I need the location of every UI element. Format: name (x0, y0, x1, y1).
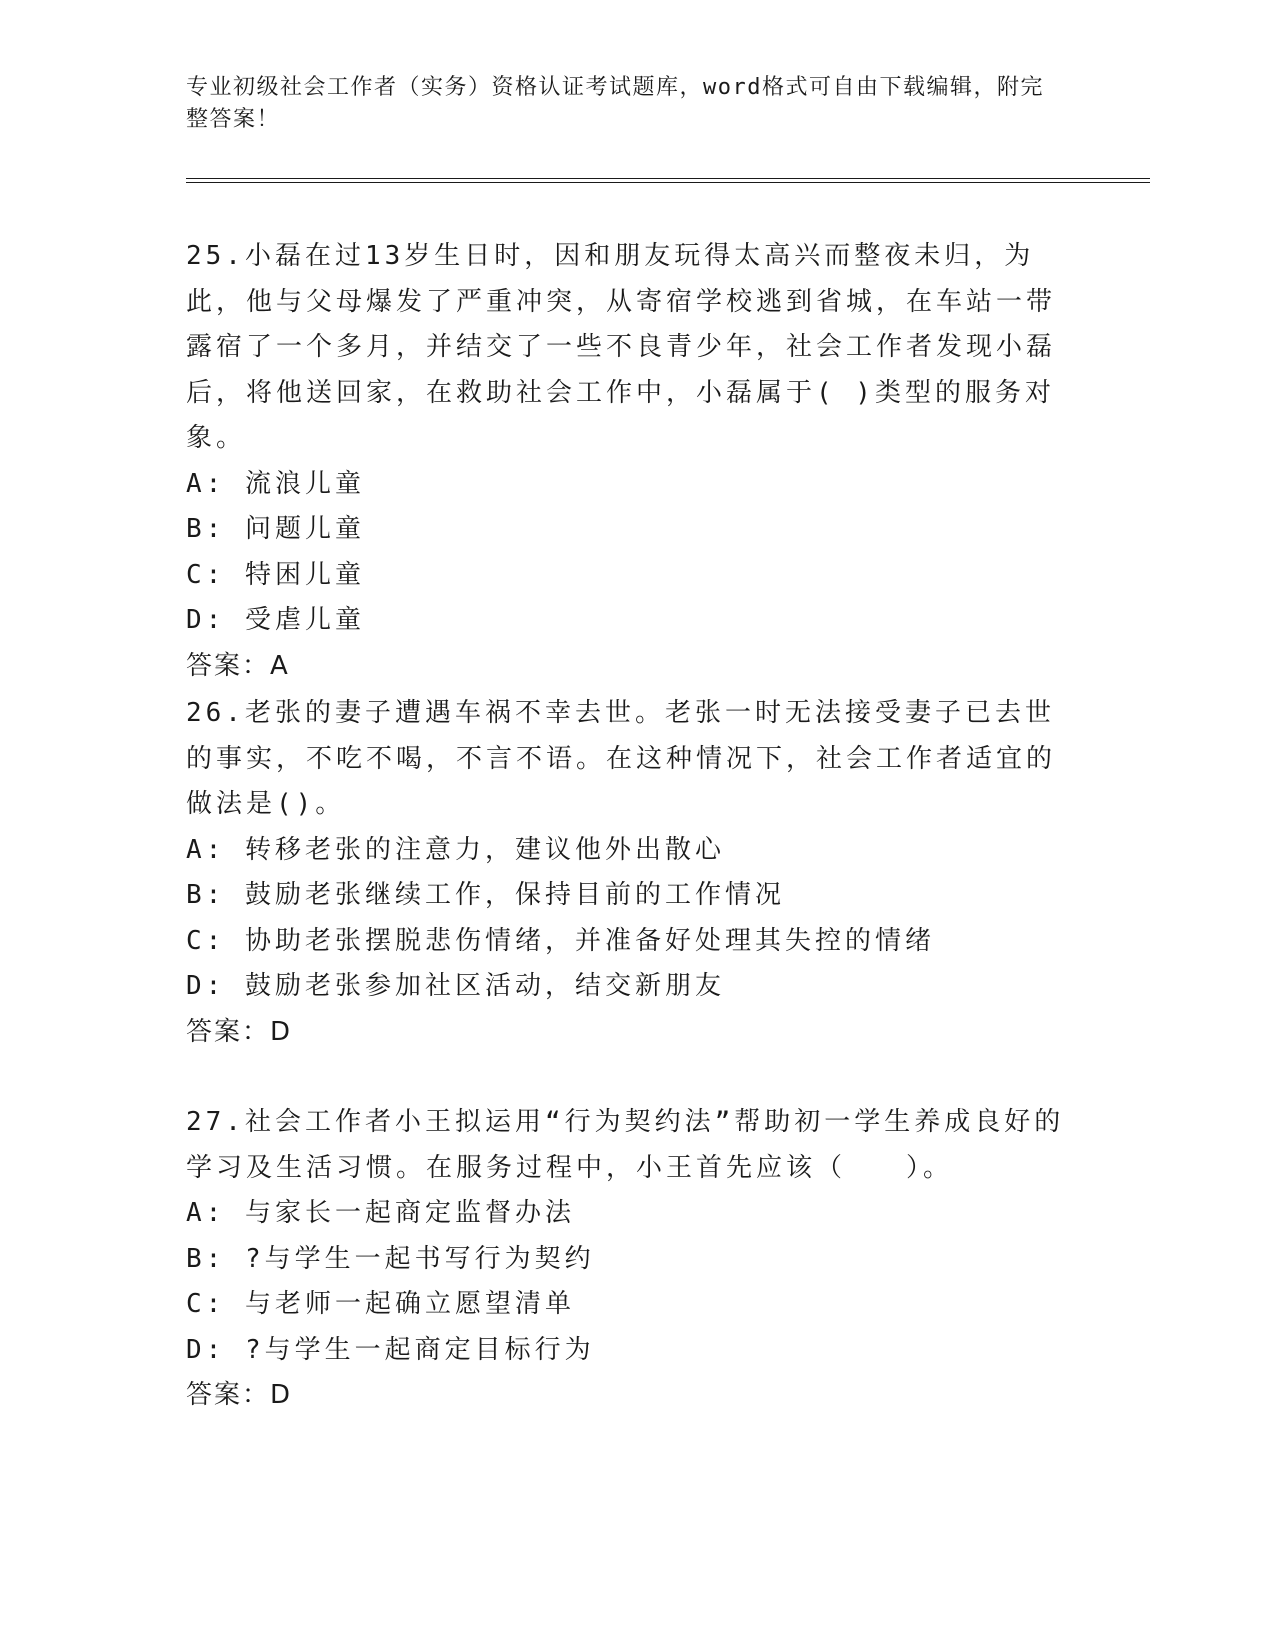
question-stem: 26.老张的妻子遭遇车祸不幸去世。老张一时无法接受妻子已去世的事实，不吃不喝，不言不语。在这种情况下，社会工作者适宜的做法是()。 (186, 698, 1057, 819)
answer-line: 答案：A (186, 650, 290, 681)
option-a: A: 与家长一起商定监督办法 (186, 1198, 575, 1228)
option-b: B: 鼓励老张继续工作，保持目前的工作情况 (186, 880, 785, 910)
option-d: D: 受虐儿童 (186, 605, 365, 635)
option-d: D: ?与学生一起商定目标行为 (186, 1334, 595, 1365)
question-27 (186, 1100, 1066, 1419)
question-26 (186, 691, 1066, 1055)
question-25 (186, 234, 1066, 689)
option-d: D: 鼓励老张参加社区活动，结交新朋友 (186, 971, 725, 1001)
option-c: C: 特困儿童 (186, 559, 365, 590)
option-c: C: 与老师一起确立愿望清单 (186, 1289, 575, 1319)
option-b: B: ?与学生一起书写行为契约 (186, 1243, 595, 1274)
option-b: B: 问题儿童 (186, 514, 365, 544)
question-stem: 27.社会工作者小王拟运用“行为契约法”帮助初一学生养成良好的学习及生活习惯。在服务过程中，小王首先应该（ ）。 (186, 1107, 1065, 1183)
answer-line: 答案：D (186, 1380, 293, 1410)
header-rule-bottom (186, 182, 1150, 183)
option-c: C: 协助老张摆脱悲伤情绪，并准备好处理其失控的情绪 (186, 925, 935, 956)
answer-line: 答案：D (186, 1016, 293, 1047)
document-header: 专业初级社会工作者（实务）资格认证考试题库，word格式可自由下载编辑，附完整答案！ (186, 75, 1044, 132)
option-a: A: 流浪儿童 (186, 468, 365, 499)
header-rule-top (186, 178, 1150, 179)
question-stem: 25.小磊在过13岁生日时，因和朋友玩得太高兴而整夜未归，为此，他与父母爆发了严重冲突，从寄宿学校逃到省城，在车站一带露宿了一个多月，并结交了一些不良青少年，社会工作者发现小磊后，将他送回家，在救助社会工作中，小磊属于( )类型的服务对象。 (186, 241, 1057, 453)
option-a: A: 转移老张的注意力，建议他外出散心 (186, 834, 725, 865)
